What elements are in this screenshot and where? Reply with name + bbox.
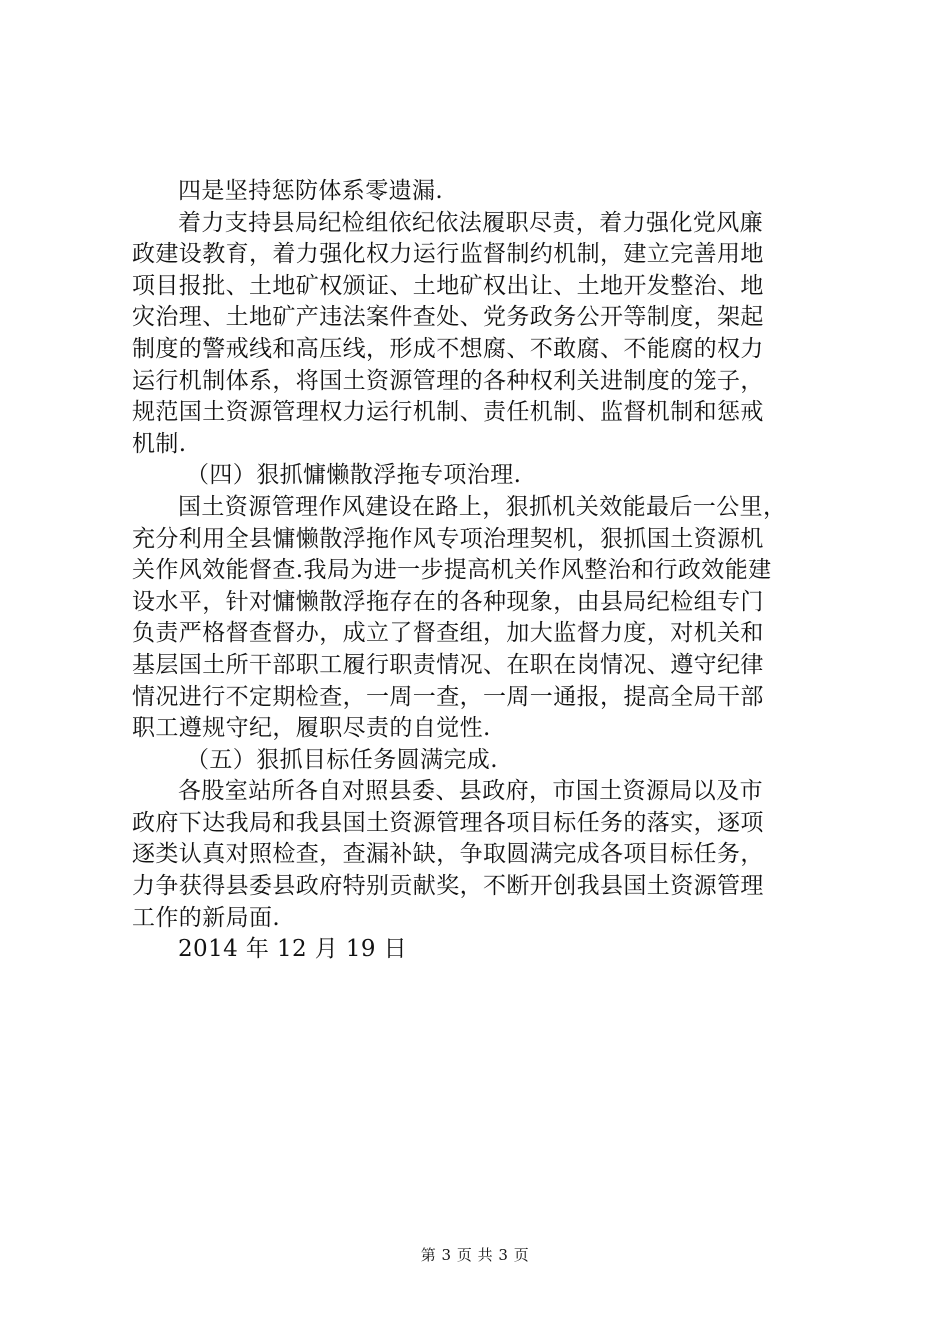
paragraph-line: 政府下达我局和我县国土资源管理各项目标任务的落实，逐项: [132, 809, 764, 836]
paragraph-line: 运行机制体系，将国土资源管理的各种权利关进制度的笼子，: [132, 367, 764, 394]
paragraph-line: 机制.: [132, 430, 187, 457]
section-heading-five: （五）狠抓目标任务圆满完成.: [186, 746, 498, 773]
paragraph-line: 着力支持县局纪检组依纪依法履职尽责，着力强化党风廉: [178, 209, 763, 236]
paragraph-line: 项目报批、土地矿权颁证、土地矿权出让、土地开发整治、地: [132, 272, 764, 299]
page-number-footer: 第 3 页 共 3 页: [420, 1246, 530, 1264]
paragraph-line: 基层国土所干部职工履行职责情况、在职在岗情况、遵守纪律: [132, 651, 764, 678]
paragraph-line: 逐类认真对照检查，查漏补缺，争取圆满完成各项目标任务，: [132, 841, 764, 868]
document-date: 2014 年 12 月 19 日: [178, 936, 408, 963]
paragraph-line: 灾治理、土地矿产违法案件查处、党务政务公开等制度，架起: [132, 304, 764, 331]
paragraph-line: 设水平，针对慵懒散浮拖存在的各种现象，由县局纪检组专门: [132, 588, 764, 615]
paragraph-line: 各股室站所各自对照县委、县政府，市国土资源局以及市: [178, 778, 763, 805]
paragraph-line: 关作风效能督查.我局为进一步提高机关作风整治和行政效能建: [132, 557, 772, 584]
paragraph-heading-four-point: 四是坚持惩防体系零遗漏.: [178, 178, 444, 204]
paragraph-line: 负责严格督查督办，成立了督查组，加大监督力度，对机关和: [132, 620, 764, 647]
paragraph-line: 情况进行不定期检查，一周一查，一周一通报，提高全局干部: [132, 683, 764, 710]
paragraph-line: 职工遵规守纪，履职尽责的自觉性.: [132, 715, 491, 742]
paragraph-line: 政建设教育，着力强化权力运行监督制约机制，建立完善用地: [132, 241, 764, 268]
document-body: [132, 176, 832, 966]
paragraph-line: 规范国土资源管理权力运行机制、责任机制、监督机制和惩戒: [132, 399, 764, 426]
paragraph-line: 工作的新局面.: [132, 904, 281, 931]
paragraph-line: 充分利用全县慵懒散浮拖作风专项治理契机，狠抓国土资源机: [132, 525, 764, 552]
paragraph-line: 国土资源管理作风建设在路上，狠抓机关效能最后一公里，: [178, 493, 787, 520]
paragraph-line: 力争获得县委县政府特别贡献奖，不断开创我县国土资源管理: [132, 873, 764, 900]
paragraph-line: 制度的警戒线和高压线，形成不想腐、不敢腐、不能腐的权力: [132, 335, 764, 362]
section-heading-four: （四）狠抓慵懒散浮拖专项治理.: [186, 462, 522, 489]
